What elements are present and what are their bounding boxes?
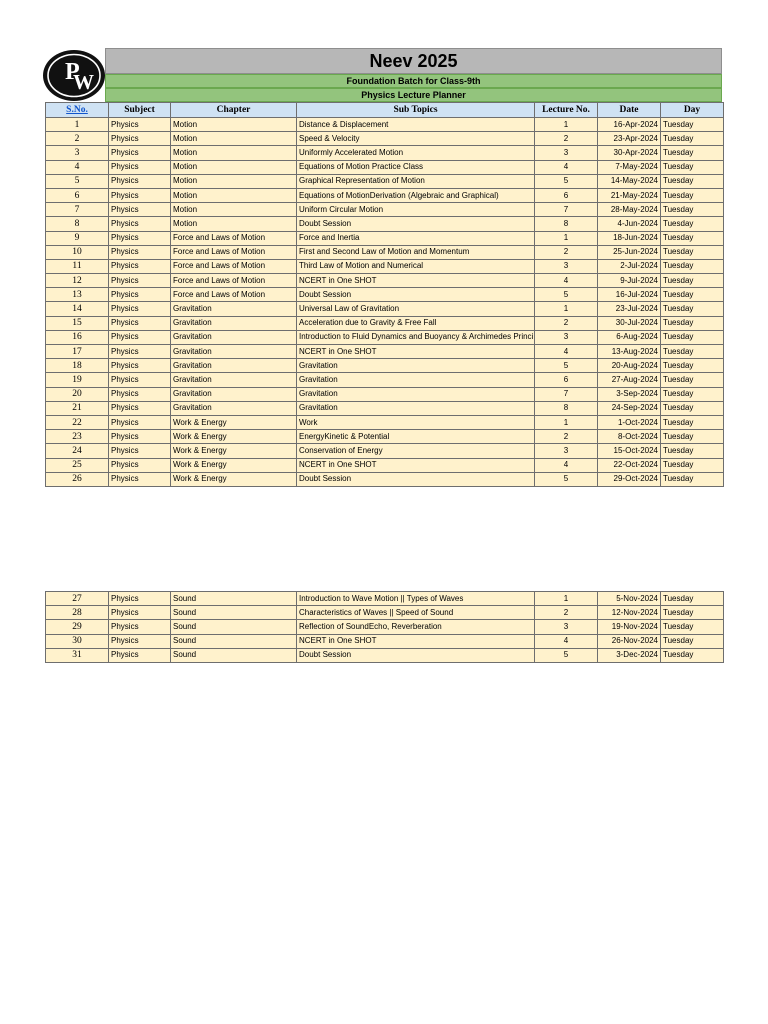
table-row	[46, 373, 724, 387]
cell-lecture-no: 5	[535, 174, 598, 188]
cell-sno: 2	[46, 132, 109, 146]
cell-subject: Physics	[109, 259, 171, 273]
table-row	[46, 274, 724, 288]
cell-subtopic: EnergyKinetic & Potential	[297, 430, 535, 444]
cell-date: 30-Jul-2024	[598, 316, 661, 330]
cell-subtopic: Introduction to Fluid Dynamics and Buoyancy & Archimedes Princi	[297, 330, 535, 344]
cell-sno: 24	[46, 444, 109, 458]
cell-lecture-no: 2	[535, 606, 598, 620]
cell-subtopic: Uniformly Accelerated Motion	[297, 146, 535, 160]
cell-subtopic: Work	[297, 415, 535, 429]
cell-lecture-no: 5	[535, 288, 598, 302]
cell-date: 21-May-2024	[598, 188, 661, 202]
lecture-table-continued	[45, 591, 724, 663]
cell-day: Tuesday	[661, 634, 724, 648]
cell-subject: Physics	[109, 472, 171, 486]
cell-chapter: Sound	[171, 634, 297, 648]
cell-chapter: Force and Laws of Motion	[171, 288, 297, 302]
cell-subject: Physics	[109, 415, 171, 429]
cell-date: 16-Apr-2024	[598, 118, 661, 132]
cell-sno: 15	[46, 316, 109, 330]
cell-lecture-no: 4	[535, 458, 598, 472]
cell-lecture-no: 7	[535, 387, 598, 401]
cell-date: 16-Jul-2024	[598, 288, 661, 302]
table-row	[46, 472, 724, 486]
cell-sno: 27	[46, 592, 109, 606]
cell-sno: 1	[46, 118, 109, 132]
cell-sno: 20	[46, 387, 109, 401]
cell-subject: Physics	[109, 132, 171, 146]
cell-day: Tuesday	[661, 430, 724, 444]
cell-day: Tuesday	[661, 274, 724, 288]
cell-date: 4-Jun-2024	[598, 217, 661, 231]
col-header-lecture-no: Lecture No.	[535, 103, 598, 118]
cell-day: Tuesday	[661, 330, 724, 344]
cell-date: 7-May-2024	[598, 160, 661, 174]
cell-date: 23-Jul-2024	[598, 302, 661, 316]
cell-subtopic: Conservation of Energy	[297, 444, 535, 458]
cell-sno: 25	[46, 458, 109, 472]
table-row	[46, 245, 724, 259]
cell-sno: 29	[46, 620, 109, 634]
cell-subtopic: Force and Inertia	[297, 231, 535, 245]
table-row	[46, 606, 724, 620]
table-row	[46, 634, 724, 648]
cell-day: Tuesday	[661, 620, 724, 634]
cell-date: 19-Nov-2024	[598, 620, 661, 634]
cell-subtopic: Gravitation	[297, 359, 535, 373]
cell-date: 2-Jul-2024	[598, 259, 661, 273]
cell-subject: Physics	[109, 274, 171, 288]
cell-subtopic: Uniform Circular Motion	[297, 203, 535, 217]
cell-chapter: Gravitation	[171, 387, 297, 401]
cell-sno: 19	[46, 373, 109, 387]
table-row	[46, 217, 724, 231]
cell-chapter: Motion	[171, 160, 297, 174]
cell-chapter: Work & Energy	[171, 472, 297, 486]
cell-date: 23-Apr-2024	[598, 132, 661, 146]
cell-day: Tuesday	[661, 387, 724, 401]
cell-subtopic: Acceleration due to Gravity & Free Fall	[297, 316, 535, 330]
cell-sno: 30	[46, 634, 109, 648]
table-row	[46, 415, 724, 429]
svg-text:W: W	[73, 70, 94, 94]
cell-day: Tuesday	[661, 288, 724, 302]
cell-sno: 14	[46, 302, 109, 316]
cell-date: 1-Oct-2024	[598, 415, 661, 429]
cell-sno: 3	[46, 146, 109, 160]
table-row	[46, 146, 724, 160]
cell-chapter: Sound	[171, 592, 297, 606]
lecture-table-body	[46, 118, 724, 487]
cell-lecture-no: 3	[535, 146, 598, 160]
cell-sno: 31	[46, 648, 109, 662]
cell-sno: 6	[46, 188, 109, 202]
cell-date: 27-Aug-2024	[598, 373, 661, 387]
cell-subtopic: Speed & Velocity	[297, 132, 535, 146]
cell-lecture-no: 1	[535, 231, 598, 245]
cell-day: Tuesday	[661, 231, 724, 245]
lecture-table-continued-body	[46, 592, 724, 663]
col-header-chapter: Chapter	[171, 103, 297, 118]
cell-sno: 9	[46, 231, 109, 245]
cell-date: 15-Oct-2024	[598, 444, 661, 458]
batch-subtitle: Foundation Batch for Class-9th	[105, 74, 722, 88]
table-row	[46, 592, 724, 606]
table-row	[46, 316, 724, 330]
cell-lecture-no: 4	[535, 160, 598, 174]
cell-chapter: Force and Laws of Motion	[171, 259, 297, 273]
cell-subject: Physics	[109, 302, 171, 316]
cell-day: Tuesday	[661, 203, 724, 217]
cell-date: 3-Dec-2024	[598, 648, 661, 662]
cell-subtopic: NCERT in One SHOT	[297, 274, 535, 288]
cell-subject: Physics	[109, 606, 171, 620]
cell-day: Tuesday	[661, 401, 724, 415]
cell-subtopic: Introduction to Wave Motion || Types of Waves	[297, 592, 535, 606]
col-header-sno[interactable]: S.No.	[46, 103, 109, 118]
cell-lecture-no: 3	[535, 444, 598, 458]
table-row	[46, 174, 724, 188]
cell-subtopic: NCERT in One SHOT	[297, 458, 535, 472]
header-row	[46, 103, 724, 118]
cell-day: Tuesday	[661, 174, 724, 188]
cell-day: Tuesday	[661, 146, 724, 160]
cell-lecture-no: 2	[535, 430, 598, 444]
cell-day: Tuesday	[661, 217, 724, 231]
cell-date: 26-Nov-2024	[598, 634, 661, 648]
table-row	[46, 288, 724, 302]
cell-subject: Physics	[109, 634, 171, 648]
cell-lecture-no: 1	[535, 592, 598, 606]
cell-chapter: Gravitation	[171, 330, 297, 344]
cell-chapter: Gravitation	[171, 373, 297, 387]
cell-sno: 5	[46, 174, 109, 188]
cell-subject: Physics	[109, 345, 171, 359]
cell-lecture-no: 1	[535, 302, 598, 316]
table-row	[46, 430, 724, 444]
table-row	[46, 359, 724, 373]
cell-chapter: Sound	[171, 606, 297, 620]
cell-sno: 8	[46, 217, 109, 231]
cell-day: Tuesday	[661, 606, 724, 620]
cell-chapter: Motion	[171, 132, 297, 146]
table-row	[46, 188, 724, 202]
cell-date: 8-Oct-2024	[598, 430, 661, 444]
cell-lecture-no: 7	[535, 203, 598, 217]
cell-sno: 11	[46, 259, 109, 273]
cell-date: 6-Aug-2024	[598, 330, 661, 344]
cell-lecture-no: 5	[535, 472, 598, 486]
col-header-date: Date	[598, 103, 661, 118]
cell-subtopic: Graphical Representation of Motion	[297, 174, 535, 188]
cell-chapter: Motion	[171, 203, 297, 217]
cell-subject: Physics	[109, 217, 171, 231]
cell-date: 12-Nov-2024	[598, 606, 661, 620]
cell-subtopic: NCERT in One SHOT	[297, 634, 535, 648]
cell-lecture-no: 5	[535, 648, 598, 662]
cell-day: Tuesday	[661, 648, 724, 662]
cell-subject: Physics	[109, 359, 171, 373]
cell-chapter: Gravitation	[171, 359, 297, 373]
cell-date: 14-May-2024	[598, 174, 661, 188]
table-row	[46, 231, 724, 245]
cell-day: Tuesday	[661, 302, 724, 316]
cell-chapter: Gravitation	[171, 316, 297, 330]
table-row	[46, 203, 724, 217]
cell-date: 5-Nov-2024	[598, 592, 661, 606]
cell-day: Tuesday	[661, 345, 724, 359]
svg-text:P: P	[65, 59, 80, 85]
cell-lecture-no: 8	[535, 401, 598, 415]
cell-subtopic: Gravitation	[297, 387, 535, 401]
cell-subject: Physics	[109, 592, 171, 606]
cell-chapter: Sound	[171, 620, 297, 634]
cell-lecture-no: 3	[535, 620, 598, 634]
cell-chapter: Motion	[171, 118, 297, 132]
cell-date: 30-Apr-2024	[598, 146, 661, 160]
cell-subtopic: Gravitation	[297, 373, 535, 387]
cell-sno: 4	[46, 160, 109, 174]
cell-chapter: Gravitation	[171, 345, 297, 359]
cell-subject: Physics	[109, 458, 171, 472]
cell-lecture-no: 2	[535, 316, 598, 330]
cell-day: Tuesday	[661, 444, 724, 458]
table-row	[46, 345, 724, 359]
cell-chapter: Sound	[171, 648, 297, 662]
cell-chapter: Force and Laws of Motion	[171, 231, 297, 245]
cell-lecture-no: 5	[535, 359, 598, 373]
table-row	[46, 620, 724, 634]
cell-subtopic: Doubt Session	[297, 217, 535, 231]
col-header-day: Day	[661, 103, 724, 118]
cell-subject: Physics	[109, 387, 171, 401]
cell-sno: 7	[46, 203, 109, 217]
cell-sno: 10	[46, 245, 109, 259]
cell-subject: Physics	[109, 430, 171, 444]
cell-date: 22-Oct-2024	[598, 458, 661, 472]
cell-chapter: Gravitation	[171, 302, 297, 316]
cell-date: 20-Aug-2024	[598, 359, 661, 373]
cell-subtopic: Doubt Session	[297, 472, 535, 486]
cell-day: Tuesday	[661, 373, 724, 387]
table-row	[46, 648, 724, 662]
cell-lecture-no: 4	[535, 634, 598, 648]
cell-chapter: Work & Energy	[171, 430, 297, 444]
cell-subtopic: Equations of MotionDerivation (Algebraic and Graphical)	[297, 188, 535, 202]
cell-subtopic: Characteristics of Waves || Speed of Sound	[297, 606, 535, 620]
table-row	[46, 302, 724, 316]
cell-subject: Physics	[109, 188, 171, 202]
cell-lecture-no: 2	[535, 132, 598, 146]
cell-day: Tuesday	[661, 259, 724, 273]
cell-sno: 18	[46, 359, 109, 373]
col-header-subject: Subject	[109, 103, 171, 118]
cell-sno: 16	[46, 330, 109, 344]
cell-chapter: Work & Energy	[171, 415, 297, 429]
cell-day: Tuesday	[661, 316, 724, 330]
pw-logo	[42, 49, 106, 102]
cell-subtopic: Equations of Motion Practice Class	[297, 160, 535, 174]
cell-subject: Physics	[109, 620, 171, 634]
cell-subject: Physics	[109, 118, 171, 132]
cell-sno: 28	[46, 606, 109, 620]
cell-subject: Physics	[109, 231, 171, 245]
cell-subject: Physics	[109, 648, 171, 662]
cell-day: Tuesday	[661, 472, 724, 486]
cell-subject: Physics	[109, 203, 171, 217]
cell-sno: 22	[46, 415, 109, 429]
cell-chapter: Force and Laws of Motion	[171, 245, 297, 259]
table-row	[46, 132, 724, 146]
cell-date: 29-Oct-2024	[598, 472, 661, 486]
cell-subject: Physics	[109, 330, 171, 344]
cell-lecture-no: 4	[535, 345, 598, 359]
cell-subject: Physics	[109, 174, 171, 188]
cell-day: Tuesday	[661, 132, 724, 146]
cell-day: Tuesday	[661, 359, 724, 373]
cell-day: Tuesday	[661, 118, 724, 132]
cell-subject: Physics	[109, 316, 171, 330]
cell-chapter: Gravitation	[171, 401, 297, 415]
cell-lecture-no: 1	[535, 415, 598, 429]
cell-chapter: Motion	[171, 174, 297, 188]
cell-date: 25-Jun-2024	[598, 245, 661, 259]
cell-subtopic: Doubt Session	[297, 288, 535, 302]
cell-subtopic: NCERT in One SHOT	[297, 345, 535, 359]
table-row	[46, 160, 724, 174]
table-row	[46, 118, 724, 132]
table-row	[46, 259, 724, 273]
cell-chapter: Force and Laws of Motion	[171, 274, 297, 288]
cell-date: 24-Sep-2024	[598, 401, 661, 415]
cell-sno: 17	[46, 345, 109, 359]
cell-sno: 26	[46, 472, 109, 486]
cell-lecture-no: 1	[535, 118, 598, 132]
cell-lecture-no: 6	[535, 373, 598, 387]
cell-date: 3-Sep-2024	[598, 387, 661, 401]
table-row	[46, 401, 724, 415]
cell-subject: Physics	[109, 146, 171, 160]
cell-lecture-no: 3	[535, 259, 598, 273]
table-row	[46, 444, 724, 458]
table-row	[46, 330, 724, 344]
cell-lecture-no: 6	[535, 188, 598, 202]
col-header-subtopics: Sub Topics	[297, 103, 535, 118]
cell-subject: Physics	[109, 245, 171, 259]
cell-sno: 12	[46, 274, 109, 288]
cell-day: Tuesday	[661, 160, 724, 174]
cell-lecture-no: 4	[535, 274, 598, 288]
cell-subject: Physics	[109, 160, 171, 174]
cell-subject: Physics	[109, 373, 171, 387]
cell-sno: 13	[46, 288, 109, 302]
cell-subtopic: Universal Law of Gravitation	[297, 302, 535, 316]
cell-subject: Physics	[109, 288, 171, 302]
cell-subtopic: Gravitation	[297, 401, 535, 415]
cell-date: 18-Jun-2024	[598, 231, 661, 245]
cell-day: Tuesday	[661, 188, 724, 202]
cell-chapter: Motion	[171, 217, 297, 231]
cell-chapter: Motion	[171, 146, 297, 160]
cell-sno: 23	[46, 430, 109, 444]
cell-date: 28-May-2024	[598, 203, 661, 217]
cell-sno: 21	[46, 401, 109, 415]
cell-subtopic: Third Law of Motion and Numerical	[297, 259, 535, 273]
table-row	[46, 458, 724, 472]
planner-subtitle: Physics Lecture Planner	[105, 88, 722, 102]
cell-subject: Physics	[109, 401, 171, 415]
page-title: Neev 2025	[105, 48, 722, 74]
lecture-table	[45, 102, 724, 487]
cell-date: 9-Jul-2024	[598, 274, 661, 288]
cell-lecture-no: 2	[535, 245, 598, 259]
cell-chapter: Work & Energy	[171, 444, 297, 458]
cell-day: Tuesday	[661, 458, 724, 472]
cell-day: Tuesday	[661, 415, 724, 429]
cell-chapter: Motion	[171, 188, 297, 202]
cell-day: Tuesday	[661, 592, 724, 606]
cell-subtopic: First and Second Law of Motion and Momentum	[297, 245, 535, 259]
cell-day: Tuesday	[661, 245, 724, 259]
cell-lecture-no: 8	[535, 217, 598, 231]
table-row	[46, 387, 724, 401]
cell-subject: Physics	[109, 444, 171, 458]
cell-subtopic: Distance & Displacement	[297, 118, 535, 132]
cell-subtopic: Doubt Session	[297, 648, 535, 662]
cell-subtopic: Reflection of SoundEcho, Reverberation	[297, 620, 535, 634]
cell-date: 13-Aug-2024	[598, 345, 661, 359]
cell-lecture-no: 3	[535, 330, 598, 344]
cell-chapter: Work & Energy	[171, 458, 297, 472]
